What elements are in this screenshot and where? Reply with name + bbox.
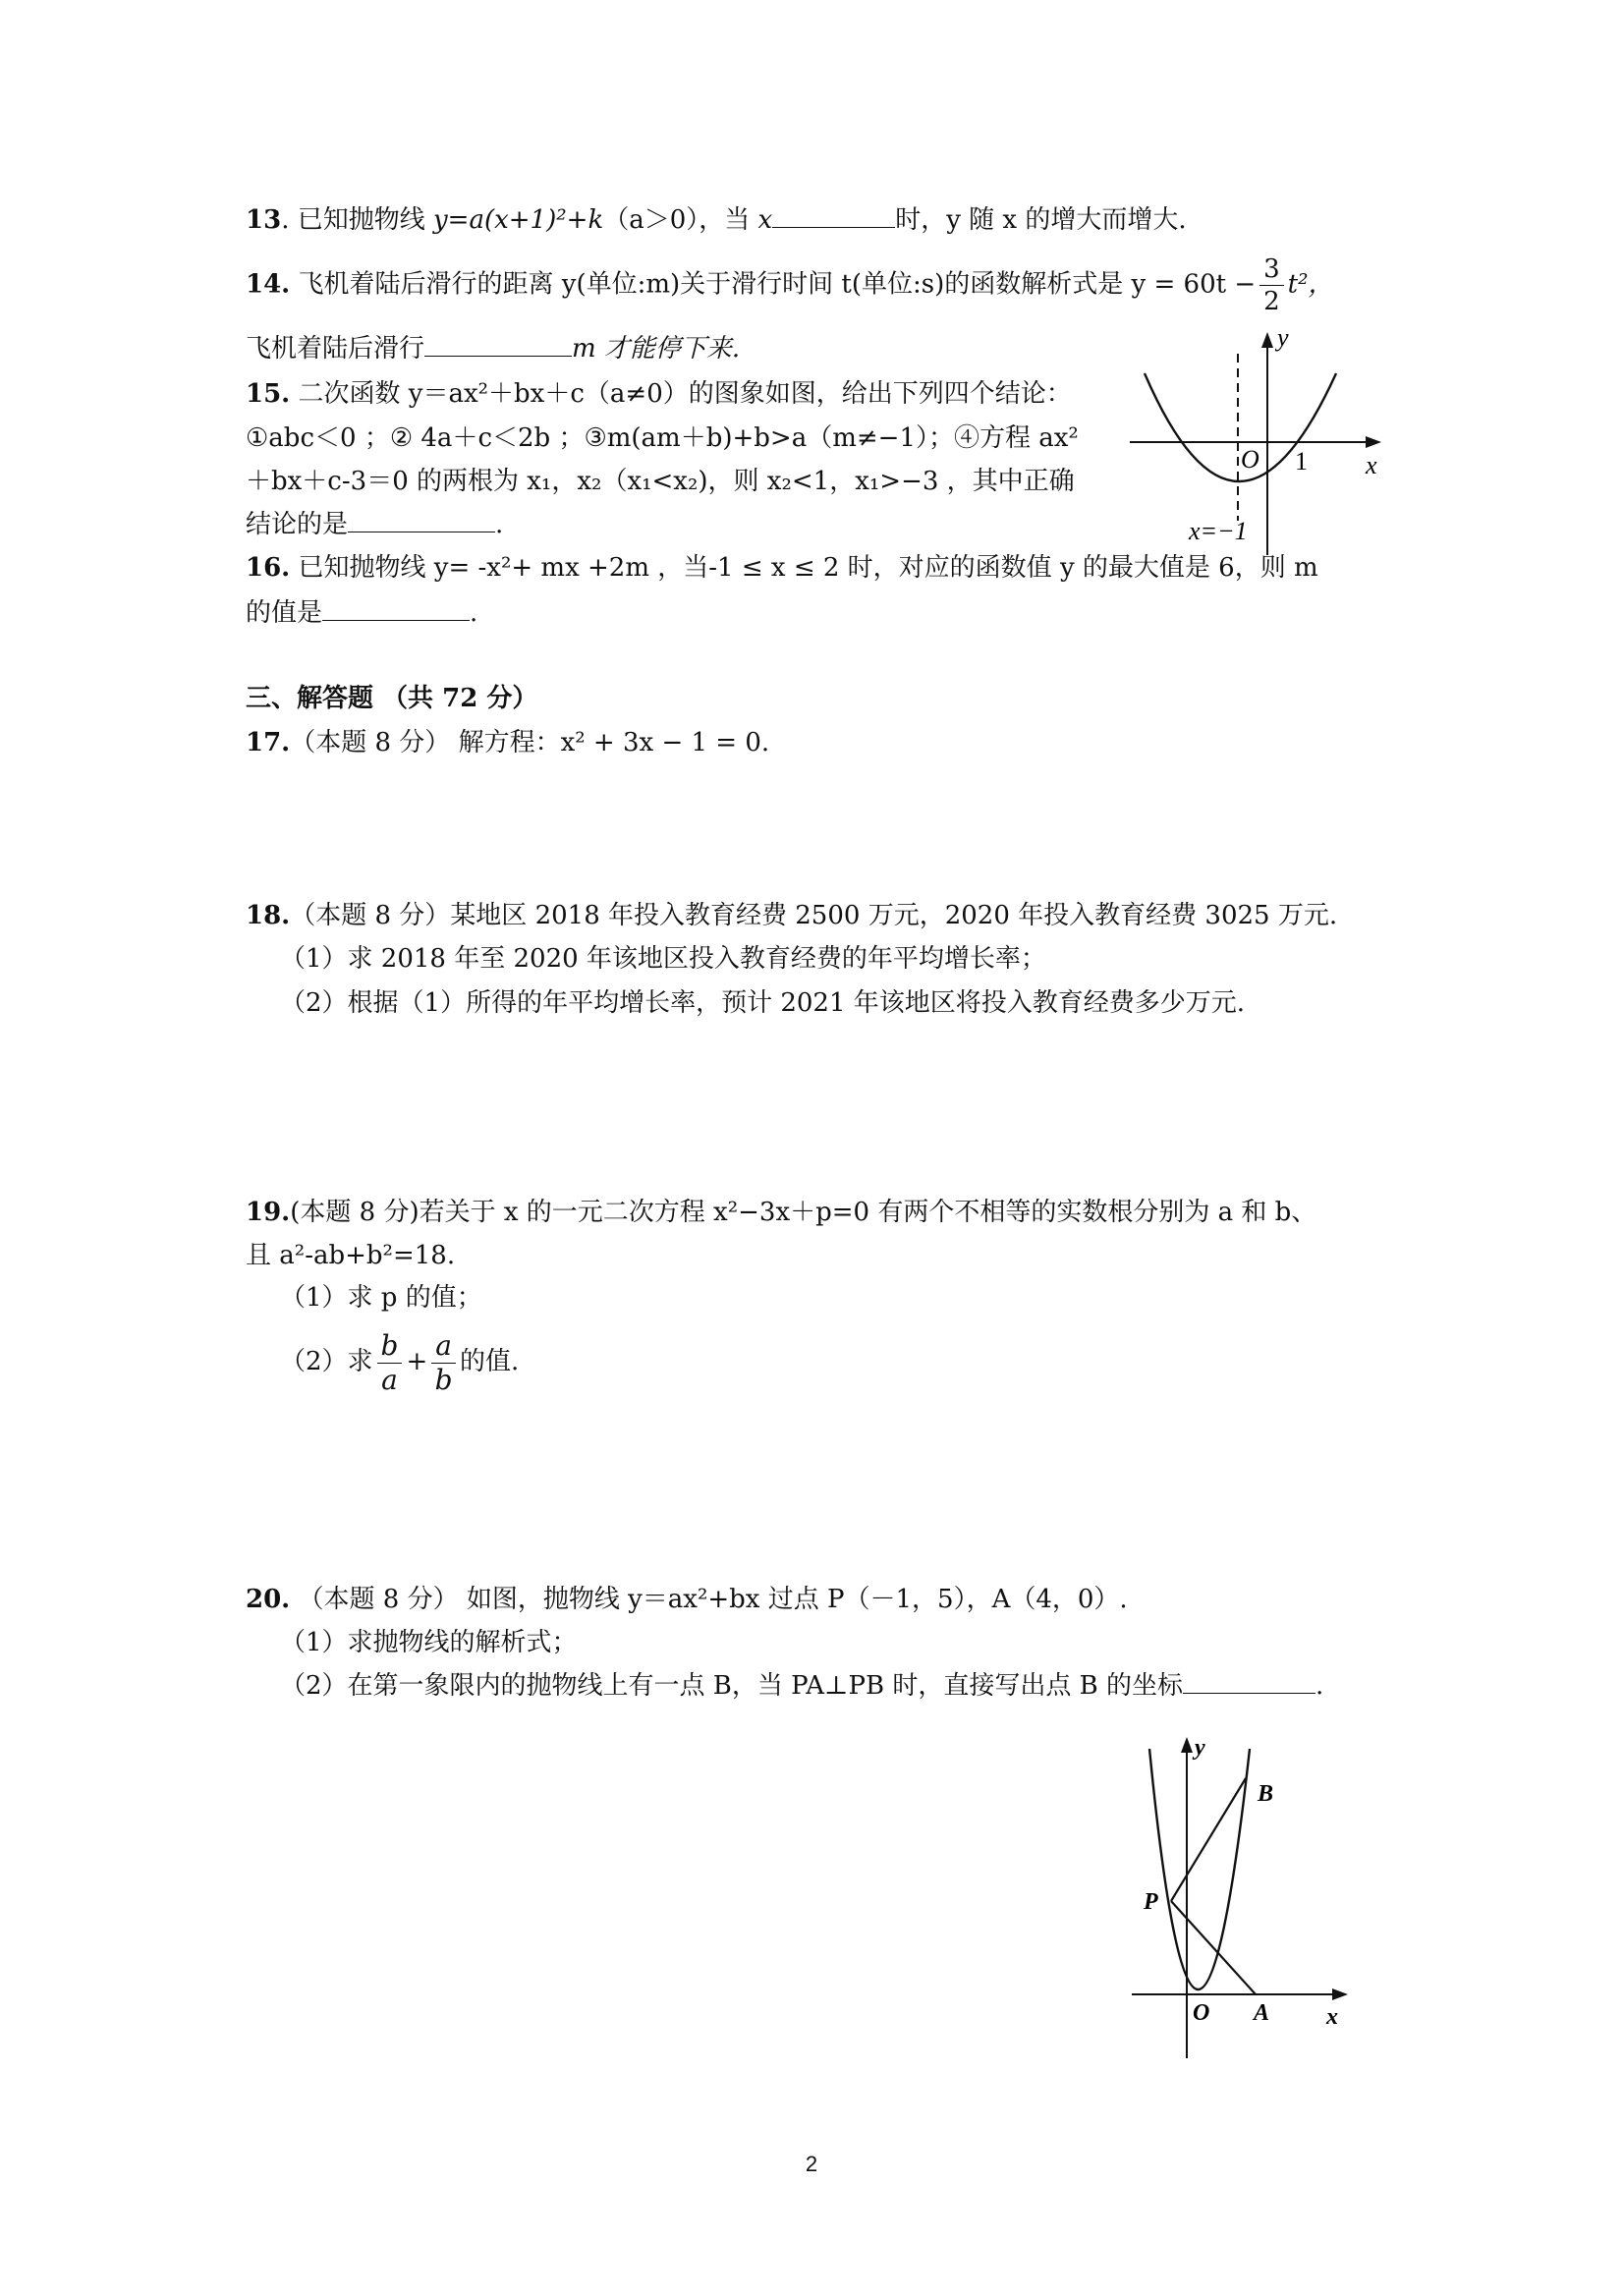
- question-17: 17.（本题 8 分） 解方程：x² + 3x − 1 = 0.: [246, 728, 770, 757]
- parabola-figure-15: [1130, 324, 1385, 560]
- question-19: 19.(本题 8 分)若关于 x 的一元二次方程 x²−3x＋p=0 有两个不相等的实数根分别为 a 和 b、: [246, 1198, 1317, 1227]
- question-15-line2: ①abc＜0 ；② 4a＋c＜2b ；③m(am＋b)+b>a（m≠−1）；④方程 ax²: [246, 423, 1079, 453]
- question-13: 13. 已知抛物线 y=a(x+1)²+k（a＞0），当 x 时，y 随 x 的增大而增大.: [246, 201, 1187, 238]
- point-b-label: B: [1258, 1781, 1274, 1807]
- question-number: 14.: [246, 269, 291, 300]
- y-axis-label: y: [1277, 324, 1289, 352]
- answer-blank[interactable]: [348, 506, 495, 532]
- fraction: $\frac{3}{2}$: [1259, 253, 1284, 317]
- point-a-label: A: [1254, 2000, 1270, 2026]
- question-number: 20.: [246, 1585, 291, 1614]
- question-19-line2: 且 a²-ab+b²=18.: [246, 1241, 456, 1270]
- segment-pb: [1171, 1778, 1246, 1901]
- answer-blank[interactable]: [1183, 1667, 1315, 1694]
- x-axis-label: x: [1326, 2004, 1338, 2030]
- question-15: 15. 二次函数 y＝ax²＋bx＋c（a≠0）的图象如图，给出下列四个结论：: [246, 379, 1072, 409]
- question-20: 20. （本题 8 分） 如图，抛物线 y＝ax²+bx 过点 P（－1，5），A（4，0）.: [246, 1585, 1128, 1614]
- fraction-a-over-b: $\frac{a}{b}$: [431, 1329, 456, 1397]
- question-15-line3: ＋bx＋c-3＝0 的两根为 x₁，x₂（x₁<x₂)，则 x₂<1，x₁>−3 ，其中正确: [246, 467, 1075, 496]
- y-axis-label: y: [1195, 1735, 1205, 1761]
- question-20-part-1: （1）求抛物线的解析式；: [280, 1628, 578, 1657]
- question-number: 17.: [246, 728, 291, 757]
- fraction-b-over-a: $\frac{b}{a}$: [377, 1329, 403, 1397]
- answer-blank[interactable]: [322, 594, 470, 621]
- question-18: 18.（本题 8 分）某地区 2018 年投入教育经费 2500 万元，2020 年投入教育经费 3025 万元.: [246, 901, 1338, 930]
- answer-blank[interactable]: [772, 201, 895, 228]
- parabola-curve: [1149, 1749, 1250, 1989]
- question-18-part-2: （2）根据（1）所得的年平均增长率，预计 2021 年该地区将投入教育经费多少万元.: [280, 988, 1246, 1018]
- question-number: 13: [246, 205, 282, 235]
- question-number: 19.: [246, 1198, 291, 1227]
- x-axis-label: x: [1366, 451, 1377, 479]
- question-19-part-1: （1）求 p 的值；: [280, 1283, 482, 1313]
- question-number: 18.: [246, 901, 291, 930]
- question-14-line2: 飞机着陆后滑行 m 才能停下来.: [246, 330, 740, 366]
- page-number: 2: [805, 2152, 818, 2176]
- question-16-line2: 的值是 .: [246, 594, 477, 631]
- question-number: 15.: [246, 379, 291, 409]
- question-15-line4: 结论的是 .: [246, 506, 503, 542]
- section-heading: 三、解答题 （共 72 分）: [246, 684, 538, 713]
- x-axis-arrow: [1366, 436, 1381, 448]
- y-axis-arrow: [1181, 1737, 1193, 1753]
- question-14: 14. 飞机着陆后滑行的距离 y(单位:m)关于滑行时间 t(单位:s)的函数解析式是 y = 60t − $\frac{3}{2}$ t²，: [246, 254, 1334, 316]
- question-number: 16.: [246, 553, 291, 583]
- symmetry-label: x=−1: [1189, 517, 1248, 545]
- segment-pa: [1171, 1901, 1256, 1994]
- point-p-label: P: [1144, 1889, 1158, 1915]
- x-axis-arrow: [1332, 1988, 1348, 2000]
- question-19-part-2: （2）求 $\frac{b}{a}$ + $\frac{a}{b}$ 的值.: [280, 1328, 520, 1396]
- y-axis-arrow: [1261, 332, 1273, 348]
- parabola-figure-20: [1130, 1729, 1356, 2063]
- tick-label-one: 1: [1295, 447, 1308, 476]
- origin-label: O: [1241, 445, 1259, 474]
- question-20-part-2: （2）在第一象限内的抛物线上有一点 B，当 PA⊥PB 时，直接写出点 B 的坐标 .: [280, 1667, 1323, 1704]
- answer-blank[interactable]: [424, 330, 572, 357]
- question-18-part-1: （1）求 2018 年至 2020 年该地区投入教育经费的年平均增长率；: [280, 944, 1046, 974]
- question-16: 16. 已知抛物线 y= -x²+ mx +2m ，当-1 ≤ x ≤ 2 时，对应的函数值 y 的最大值是 6，则 m: [246, 553, 1318, 583]
- origin-label: O: [1193, 2000, 1210, 2026]
